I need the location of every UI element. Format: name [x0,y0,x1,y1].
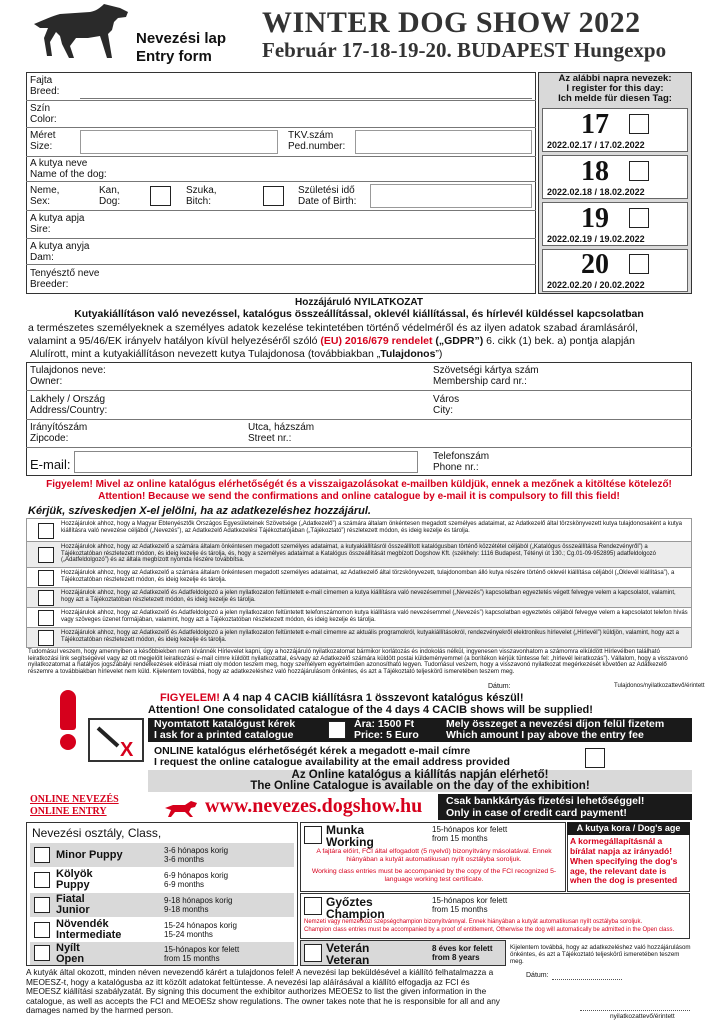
email-warning: Figyelem! Mivel az online katalógus elérhetőségét és a visszaigazolásokat e-mailben küldjük, ennek a mezőnek a kitöltése kötelező! Attention! Because we send the confirmations and online catalogue by e-mail it is compulsory to fill this field! [46,479,672,502]
dog-logo-icon [30,2,135,60]
form-title-hu: Nevezési lap [136,30,227,47]
zip-label: Irányítószám Zipcode: [30,422,88,444]
consent-item [26,518,692,542]
day-date: 2022.02.20 / 20.02.2022 [547,280,645,290]
consent-text: Hozzájárulok ahhoz, hogy az Adatkezelő a számára általam önkéntesen megadott személyes adataimat, a kutyakiállításról összeállított katalógusban történő közzététel céljából („Katalógus összeállítása Rendezvényről”) a Tájékoztatóban részletezett módon, és ideig kezelje és tárolja, és, hogy a személyes adataimat a Katalógus összeállítását megbízott Dogshow Kft. (székhely: 1116 Budapest, Tétényi út 130.; Cg.01-09-952895) adatfeldolgozó („Adatfeldolgozó”) és az általa megbízott nyomda részére továbbítsa. [61,544,657,564]
card-label: Szövetségi kártya szám Membership card nr.: [433,365,539,387]
consent-checkbox-1[interactable] [38,523,54,539]
online-text: ONLINE katalógus elérhetőségét kérek a megadott e-mail címre I request the online catalogue availability at the email address provided [154,745,510,768]
divider [26,390,692,391]
divider [26,447,692,448]
working-desc: 15-hónapos kor felett from 15 months [432,825,508,843]
catalog-notice: FIGYELEM! A 4 nap 4 CACIB kiállításra 1 összevont katalógus készül! [160,692,524,704]
running-dog-icon [163,798,199,818]
online-entry-labels: ONLINE NEVEZÉS ONLINE ENTRY [30,794,119,817]
name-input[interactable] [120,166,532,179]
header [0,0,724,70]
breeder-label: Tenyésztő neve Breeder: [30,268,100,290]
footer-signature-line [580,1010,690,1011]
day-17-checkbox[interactable] [629,114,649,134]
consent-items [26,518,692,648]
divider [26,264,536,265]
printed-text: Nyomtatott katalógust kérek I ask for a printed catalogue [154,718,296,741]
veteran-checkbox[interactable] [304,944,322,962]
champion-note-en: Champion class entries must be accompanied by a proof of entitlement, Otherwise the dog will automatically be admitted in the Open class. [304,927,675,933]
open-checkbox[interactable] [34,945,50,961]
day-date: 2022.02.18 / 18.02.2022 [547,187,645,197]
day-19-checkbox[interactable] [629,208,649,228]
email-label: E-mail: [30,457,71,472]
consent-title: Hozzájáruló NYILATKOZAT [295,297,423,308]
class-label: Nyílt Open [56,942,85,965]
day-number: 17 [581,109,609,140]
consent-text: Hozzájárulok ahhoz, hogy az Adatkezelő és Adatfeldolgozó a jelen nyilatkozaton feltüntetett telefonszámomon kutya kiállításra való nevezésemmel („Nevezés”) kapcsolatban egyeztetés céljából felvegye velem a kapcsolatot telefon hívás vagy szöveges üzenet formájában, valamint, hogy azt a Tájékoztatóban részletezett módon, és ideig kezelje és tárolja. [61,610,688,623]
show-subtitle: Február 17-18-19-20. BUDAPEST Hungexpo [262,38,667,62]
exclamation-icon [54,690,84,750]
sire-label: A kutya apja Sire: [30,213,85,235]
footer-date-line [552,979,622,980]
veteran-desc: 8 éves kor felett from 8 years [432,944,493,962]
working-label: Munka Working [326,823,374,849]
champion-label: Győztes Champion [326,895,385,921]
intermediate-checkbox[interactable] [34,922,50,938]
size-label: Méret Size: [30,130,56,152]
dob-input[interactable] [370,184,532,208]
divider [26,127,536,128]
junior-checkbox[interactable] [34,897,50,913]
working-checkbox[interactable] [304,826,322,844]
classes-heading: Nevezési osztály, Class, [32,826,162,840]
bitch-checkbox[interactable] [263,186,284,206]
footer-declare: Kijelentem továbbá, hogy az adatkezeléshez való hozzájárulásom önkéntes, és azt a Tájékoztató teljeskörű ismeretében teszem meg. [510,944,691,965]
country-label: Lakhely / Ország Address/Country: [30,394,108,416]
class-open [30,942,294,965]
phone-label: Telefonszám Phone nr.: [433,451,490,473]
svg-text:X: X [120,739,134,760]
dog-male-checkbox[interactable] [150,186,171,206]
age-note-en: When specifying the dog's age, the relevant date is when the dog is presented [570,856,678,885]
catalog-notice-en: Attention! One consolidated catalogue of the 4 days 4 CACIB shows will be supplied! [148,704,593,716]
day-number: 20 [581,249,609,280]
day-date: 2022.02.19 / 19.02.2022 [547,234,645,244]
champion-checkbox[interactable] [304,897,322,915]
bitch-label: Szuka, Bitch: [186,185,217,207]
class-label: Kölyök Puppy [56,868,93,891]
pen-icon [90,720,142,760]
card-only-box: Csak bankkártyás fizetési lehetőséggel! Only in case of credit card payment! [438,794,692,820]
breed-input[interactable] [80,86,532,99]
ped-label: TKV.szám Ped.number: [288,130,346,152]
online-catalog-row [148,745,692,769]
class-desc: 15-24 hónapos korig 15-24 months [164,921,237,939]
class-intermediate [30,918,294,942]
class-label: Fiatal Junior [56,893,90,916]
class-puppy [30,868,294,892]
class-desc: 6-9 hónapos korig 6-9 months [164,871,229,889]
champion-note-hu: Nemzeti vagy nemzetközi szépségchampion bizonyítvánnyal. Ennek hiányában a kutyát automatikusan nyílt osztályba soroljuk. [304,919,643,925]
divider [26,181,536,182]
day-19 [542,202,688,246]
day-18 [542,155,688,199]
day-number: 18 [581,156,609,187]
day-date: 2022.02.17 / 17.02.2022 [547,140,645,150]
consent-line3: valamint a 95/46/EK irányelv hatályon kívül helyezéséről szóló (EU) 2016/679 rendelet („GDPR”) 6. cikk (1) bek. a) pontja alapján [28,335,635,347]
champion-desc: 15-hónapos kor felett from 15 months [432,896,508,914]
show-title: WINTER DOG SHOW 2022 [262,6,641,39]
ped-input[interactable] [355,130,532,154]
name-label: A kutya neve Name of the dog: [30,158,107,180]
consent-item [26,588,692,608]
consent-item [26,628,692,648]
footer-text: A kutyák által okozott, minden néven nevezendő kárért a tulajdonos felel! A nevezési lap beküldésével a kiállító felhatalmazza a MEOESZ-t, hogy a katalógusba az itt közölt adatokat feltüntesse. A nevezési lap aláírásával a kiállító elfogadja az FCI és MEOESZ kiállítási szabályzatát. By signing this document the exhibitor authorizes MEOESz to list the given information in the catalogue, as well as accepts the FCI and MEOESz show regulations. The owner takes note that he is responsible for all and any damages named by the harmed person. [26,967,500,1015]
divider [26,210,536,211]
class-label: Növendék Intermediate [56,918,122,941]
size-input[interactable] [80,130,278,154]
x-instruction: Kérjük, szíveskedjen X-el jelölni, ha az adatkezeléshez hozzájárul. [28,505,371,517]
form-title-en: Entry form [136,48,212,65]
veteran-label: Veterán Veteran [326,941,370,967]
class-desc: 15-hónapos kor felett from 15 months [164,945,240,963]
consent-text: Hozzájárulok ahhoz, hogy az Adatkezelő és Adatfeldolgozó a jelen nyilatkozaton feltüntetett e-mail címemre az aktuális programokról, kutyakiállításokról, rendezvényekről elektronikus hírlevelet („Hírlevél”) küldjön, valamint, hogy azt a Tájékoztatóban részletezett módon, és ideig kezelje és tárolja. [61,630,679,643]
age-note-hu: A kormegállapításnál a bírálat napja az irányadó! [570,836,673,856]
day-20 [542,249,688,292]
consent-checkbox-4[interactable] [38,590,54,606]
puppy-checkbox[interactable] [34,872,50,888]
pay-text: Mely összeget a nevezési díjon felül fizetem Which amount I pay above the entry fee [446,718,665,741]
divider [26,156,536,157]
signature-owner-label: Tulajdonos/nyilatkozattevő/érintett [614,683,705,689]
consent-checkbox-5[interactable] [38,610,54,626]
working-note-hu: A fajtára előírt, FCI által elfogadott (5 nyelvű) bizonyítvány másolatával. Ennek hiányában a kutyát automatikusan nyílt osztályba soroljuk. [316,848,552,863]
consent-text: Hozzájárulok ahhoz, hogy a Magyar Ebtenyésztők Országos Egyesületeinek Szövetsége („Adatkezelő”) a számára általam önkéntesen megadott személyes adataimat, az Adatkezelő által törzskönyvezett kutya tulajdonosaként a kutya kiállításra való nevezése céljából („Nevezés”), az Adatkezelő Adatkezelési Tájékoztatójában („Tájékoztató”) részletezett módon, és ideig kezelje és tárolja. [61,521,682,534]
day-number: 19 [581,203,609,234]
acknowledge-text: Tudomásul veszem, hogy amennyiben a későbbiekben nem kívánnék Hírlevelet kapni, úgy a hozzájáruló nyilatkozatomat bármikor korlátozás és indokolás nélkül, ingyenesen visszavonhatom a számomra elküldött Hírlevélben található leiratkozási link segítségével vagy az ott megjelölt leiratkozási e-mail címre küldött nyilatkozattal, és/vagy az Adatkezelő számára küldött postai küldeményemmel (a borítékon kérjük tüntesse fel: „hírlevél leiratkozás”). Vállalom, hogy a visszavonó nyilatkozatomat a hatályos jogszabályi rendelkezések előírásai miatt oly módon teszem meg, hogy személyem egyértelműen azonosítható legyen. Tudomásul veszem, hogy a visszavonó nyilatkozat megérkezését követően az Adatkezelő részemre a továbbiakban hírlevelet nem küld. Kijelentem továbbá, hogy az adatkezeléshez való hozzájárulásom önkéntes, és azt a Tájékoztató teljeskörű ismeretében teszem meg. [28,648,688,676]
consent-checkbox-3[interactable] [38,570,54,586]
consent-item [26,542,692,568]
online-entry-url[interactable]: www.nevezes.dogshow.hu [205,795,423,817]
consent-line1: Kutyakiállításon való nevezéssel, katalógus összeállítással, oklevél kiállítással, és hírlevél küldéssel kapcsolatban [74,308,644,320]
day-18-checkbox[interactable] [629,161,649,181]
age-title: A kutya kora / Dog's age [567,822,690,835]
consent-line4: Alulírott, mint a kutyakiállításon nevezett kutya Tulajdonosa (továbbiakban „Tulajdonos”) [30,348,443,360]
consent-item [26,608,692,628]
price-text: Ára: 1500 Ft Price: 5 Euro [354,718,419,741]
consent-checkbox-2[interactable] [38,547,54,563]
minor-puppy-checkbox[interactable] [34,847,50,863]
breed-label: Fajta Breed: [30,75,60,97]
working-note-en: Working class entries must be accompanied by the copy of the FCI recognized 5-language working test certificate. [311,868,557,883]
owner-label: Tulajdonos neve: Owner: [30,365,106,387]
pen-icon-box [88,718,144,762]
consent-item [26,568,692,588]
day-17 [542,108,688,152]
day-heading: Az alábbi napra nevezek: I register for this day: Ich melde für diesen Tag: [558,73,672,104]
divider [26,238,536,239]
consent-checkbox-6[interactable] [38,630,54,646]
signature-date-label: Dátum: [488,683,511,690]
footer-sig-label: nyilatkozattevő/érintett [610,1013,675,1020]
class-junior [30,893,294,917]
color-label: Szín Color: [30,103,57,125]
class-desc: 9-18 hónapos korig 9-18 months [164,896,233,914]
footer-date-label: Dátum: [526,972,549,979]
class-label: Minor Puppy [56,849,123,861]
dob-label: Születési idő Date of Birth: [298,185,357,207]
color-input[interactable] [80,112,532,125]
printed-catalog-row [148,718,692,742]
dam-label: A kutya anyja Dam: [30,241,90,263]
online-catalog-checkbox[interactable] [585,748,605,768]
dog-data-panel [26,72,536,294]
email-input[interactable] [74,451,418,473]
divider [26,100,536,101]
online-availability: Az Online katalógus a kiállítás napján elérhető! The Online Catalogue is available on the day of the exhibition! [148,770,692,792]
divider [26,419,692,420]
class-desc: 3-6 hónapos korig 3-6 months [164,846,229,864]
consent-text: Hozzájárulok ahhoz, hogy az Adatkezelő és Adatfeldolgozó a jelen nyilatkozaton feltüntetett e-mail címemen a kutya kiállításra való nevezésemmel („Nevezés”) kapcsolatban egyeztetés végett felvegye velem a kapcsolatot, valamint, hogy azt a Tájékoztatóban részletezett módon, és ideig kezelje és tárolja. [61,590,676,603]
dog-label: Kan, Dog: [99,185,121,207]
printed-catalog-checkbox[interactable] [328,721,346,739]
city-label: Város City: [433,394,460,416]
street-label: Utca, házszám Street nr.: [248,422,315,444]
sex-label: Neme, Sex: [30,185,60,207]
consent-text: Hozzájárulok ahhoz, hogy az Adatkezelő a számára általam önkéntesen megadott személyes adataimat, az Adatkezelő által törzskönyvezett, tulajdonomban álló kutya részére történő oklevél kiállítása céljából („Oklevél kiállítása”), a Tájékoztatóban részletezett módon, és ideig kezelje és tárolja. [61,570,675,583]
class-minor-puppy [30,843,294,867]
consent-line2: a természetes személyeknek a személyes adatok kezelése tekintetében történő védelméről és az ilyen adatok szabad áramlásáról, [28,322,638,334]
day-20-checkbox[interactable] [629,254,649,274]
